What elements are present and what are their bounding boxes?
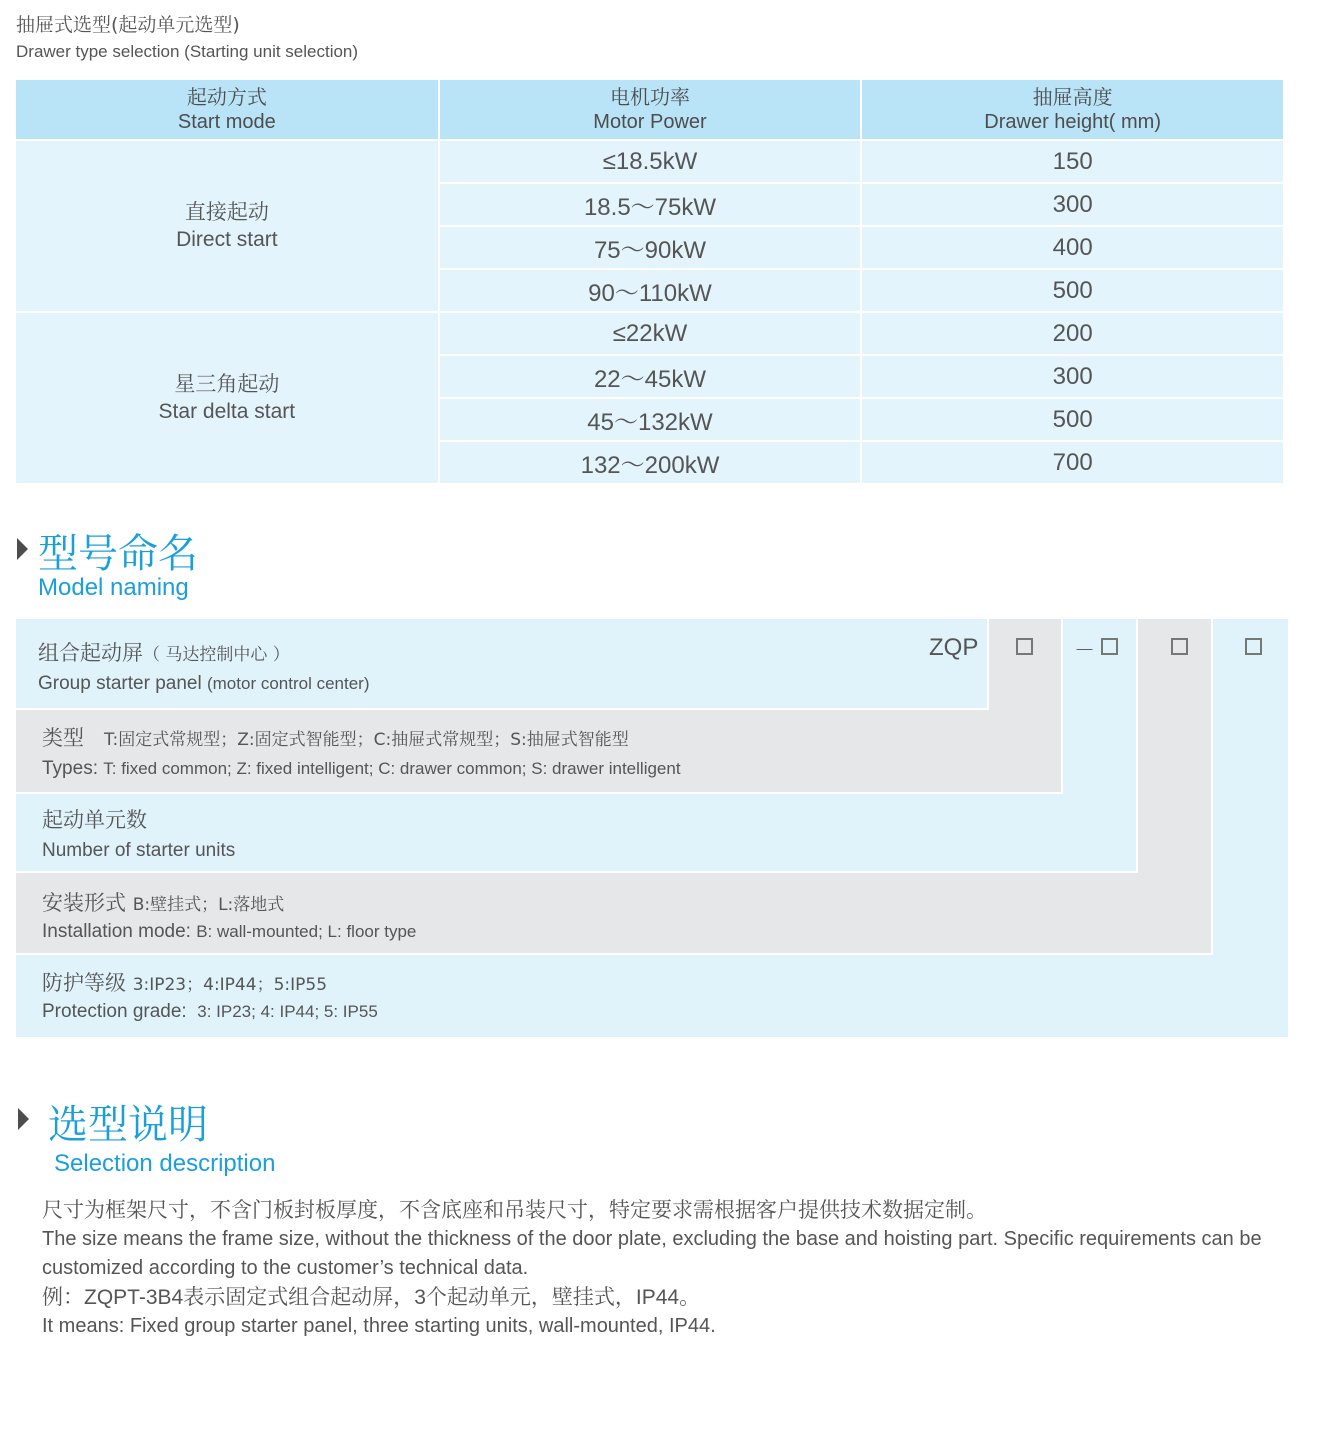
placeholder-box-icon (1016, 638, 1033, 655)
placeholder-box-icon (1171, 638, 1188, 655)
drawer-height-cell: 500 (861, 269, 1284, 312)
drawer-selection-table (16, 80, 1285, 485)
table-row (16, 312, 1284, 355)
drawer-selection-title-en: Drawer type selection (Starting unit selection) (16, 42, 359, 61)
model-prefix: ZQP (929, 634, 979, 661)
drawer-height-cell: 200 (861, 312, 1284, 355)
model-naming-title-cn: 型号命名 (38, 531, 198, 577)
motor-power-cell: 18.5～75kW (439, 183, 862, 226)
motor-power-cell: 22～45kW (439, 355, 862, 398)
naming-row-type: 类型 T:固定式常规型；Z:固定式智能型；C:抽屉式常规型；S:抽屉式智能型 Types: T: fixed common; Z: fixed intelligent; C: drawer common; S: drawer intelligent (42, 726, 681, 779)
drawer-height-cell: 300 (861, 183, 1284, 226)
motor-power-cell: ≤22kW (439, 312, 862, 355)
table-header-row (16, 80, 1284, 140)
table-row (16, 140, 1284, 183)
naming-row-panel: 组合起动屏（ 马达控制中心 ） Group starter panel (motor control center) (38, 641, 370, 694)
motor-power-cell: 90～110kW (439, 269, 862, 312)
placeholder-box-icon (1101, 638, 1118, 655)
placeholder-box-icon (1245, 638, 1262, 655)
column-header-start-mode: 起动方式 Start mode (16, 80, 439, 140)
drawer-height-cell: 700 (861, 441, 1284, 484)
column-header-drawer-height: 抽屉高度 Drawer height( mm) (861, 80, 1284, 140)
drawer-height-cell: 500 (861, 398, 1284, 441)
model-dash: － (1074, 638, 1095, 662)
drawer-selection-title-cn: 抽屉式选型(起动单元选型) (16, 14, 240, 36)
start-mode-cell: 直接起动 Direct start (16, 140, 439, 312)
example-line-cn: 例：ZQPT-3B4表示固定式组合起动屏，3个起动单元，壁挂式，IP44。 (42, 1286, 701, 1309)
selection-title-cn: 选型说明 (48, 1102, 208, 1148)
section-arrow-icon (18, 1108, 29, 1130)
selection-description (42, 1196, 1292, 1341)
model-naming-title-en: Model naming (38, 574, 189, 601)
description-line-en: The size means the frame size, without the thickness of the door plate, excluding the base and hoisting part. Specific requirements can be customized according to the customer’s technical data. (42, 1228, 1262, 1279)
motor-power-cell: 132～200kW (439, 441, 862, 484)
start-mode-cell: 星三角起动 Star delta start (16, 312, 439, 484)
example-line-en: It means: Fixed group starter panel, three starting units, wall-mounted, IP44. (42, 1315, 716, 1337)
description-line-cn: 尺寸为框架尺寸，不含门板封板厚度，不含底座和吊装尺寸，特定要求需根据客户提供技术数据定制。 (42, 1199, 987, 1222)
drawer-height-cell: 300 (861, 355, 1284, 398)
section-arrow-icon (17, 538, 28, 560)
naming-row-protection: 防护等级 3:IP23；4:IP44；5:IP55 Protection grade: 3: IP23; 4: IP44; 5: IP55 (42, 971, 378, 1022)
motor-power-cell: ≤18.5kW (439, 140, 862, 183)
column-header-motor-power: 电机功率 Motor Power (439, 80, 862, 140)
motor-power-cell: 45～132kW (439, 398, 862, 441)
naming-row-units: 起动单元数 Number of starter units (42, 808, 236, 861)
drawer-height-cell: 400 (861, 226, 1284, 269)
drawer-height-cell: 150 (861, 140, 1284, 183)
naming-row-installation: 安装形式 B:壁挂式；L:落地式 Installation mode: B: wall-mounted; L: floor type (42, 891, 417, 942)
selection-title-en: Selection description (54, 1150, 276, 1177)
motor-power-cell: 75～90kW (439, 226, 862, 269)
